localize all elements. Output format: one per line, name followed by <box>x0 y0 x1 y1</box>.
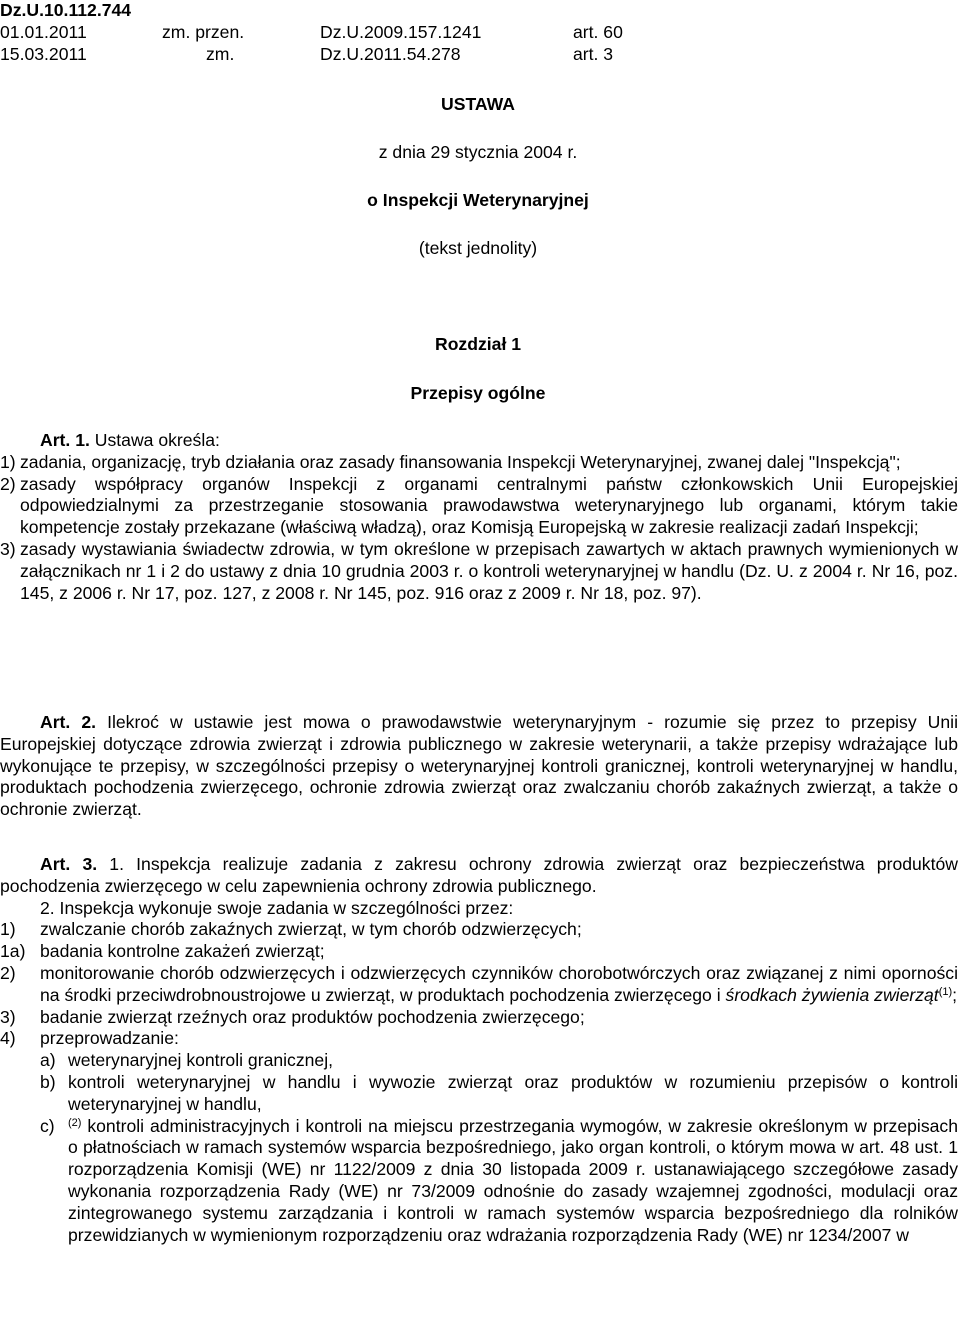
article-1-label: Art. 1. <box>40 430 90 450</box>
article-1 <box>0 430 958 604</box>
article-3-para-1-text: 1. Inspekcja realizuje zadania z zakresu ochrony zdrowia zwierząt oraz bezpieczeństwa produktów pochodzenia zwierzęcego w celu zapewnienia ochrony zdrowia publicznego. <box>0 854 958 896</box>
article-3-para-2: 2. Inspekcja wykonuje swoje zadania w szczególności przez: <box>40 897 514 918</box>
item-number: 3) <box>0 538 16 559</box>
history-row-2-art: art. 3 <box>573 44 614 64</box>
article-3-subitem-b <box>40 1072 958 1116</box>
article-1-intro <box>0 430 958 452</box>
article-1-intro-text: Ustawa określa: <box>89 430 220 450</box>
history-row-2-ref: Dz.U.2011.54.278 <box>320 44 461 64</box>
subitem-text: kontroli weterynaryjnej w handlu i wywozie zwierząt oraz produktów w rozumieniu przepisów o kontroli weterynaryjnej w handlu, <box>68 1071 958 1114</box>
subitem-text: weterynaryjnej kontroli granicznej, <box>68 1050 334 1071</box>
item-text: przeprowadzanie: <box>40 1028 179 1049</box>
subitem-text: kontroli administracyjnych i kontroli na miejscu przestrzegania wymogów, w zakresie określonym w przepisach o płatnościach w ramach systemów wsparcia bezpośredniego, jako organ kontroli, o którym mowa w art. 48 ust. 1 rozporządzenia Komisji (WE) nr 1122/2009 z dnia 30 listopada 2009 r. ustanawiającego szczegółowe zasady wykonania rozporządzenia Rady (WE) nr 73/2009 odnośnie do zasady wzajemnej zgodności, modulacji oraz zintegrowanego systemu zarządzania i kontroli w ramach systemów wsparcia bezpośredniego dla rolników przewidzianych w wymienionym rozporządzeniu oraz wdrażania rozporządzenia Rady (WE) nr 1234/2007 w <box>68 1115 958 1245</box>
subitem-letter: b) <box>40 1071 56 1092</box>
item-number: 1a) <box>0 941 26 962</box>
chapter-number: Rozdział 1 <box>434 334 522 354</box>
article-3-item-1a <box>0 941 958 963</box>
article-2-text: Ilekroć w ustawie jest mowa o prawodawstwie weterynaryjnym - rozumie się przez to przepisy Unii Europejskiej dotyczące zdrowia zwierząt i zdrowia publicznego w zakresie weterynarii, a także przepisy wdrażające lub wykonujące te przepisy, w szczególności przepisy o weterynaryjnej kontroli granicznej, kontroli weterynaryjnej w handlu, produktach pochodzenia zwierzęcego, ochronie zdrowia zwierząt oraz zwalczaniu chorób zakaźnych zwierząt, a także o ochronie zwierząt. <box>0 712 958 820</box>
article-1-item-2 <box>0 474 958 539</box>
history-row-2-date: 15.03.2011 <box>0 44 87 64</box>
item-number: 2) <box>0 962 16 983</box>
item-text-tail: ; <box>952 984 958 1005</box>
article-3-subitem-a <box>40 1050 958 1072</box>
item-text-italic: środkach żywienia zwierząt <box>725 984 939 1005</box>
article-3 <box>0 854 958 1246</box>
item-number: 2) <box>0 473 16 494</box>
history-row-1-ref: Dz.U.2009.157.1241 <box>320 22 482 42</box>
act-subject: o Inspekcji Weterynaryjnej <box>367 190 589 210</box>
item-text: zadania, organizację, tryb działania oraz zasady finansowania Inspekcji Weterynaryjnej, zwanej dalej "Inspekcją"; <box>20 451 901 472</box>
article-2-label: Art. 2. <box>40 712 97 732</box>
footnote-ref: (2) <box>68 1116 82 1129</box>
item-number: 4) <box>0 1028 16 1049</box>
article-3-para-1 <box>0 854 958 898</box>
item-text: zasady współpracy organów Inspekcji z organami centralnymi państw członkowskich Unii Europejskiej odpowiedzialnymi za przestrzeganie stosowania prawodawstwa weterynaryjnego lub organami, którym takie kompetencje zostały przekazane (właściwą władzą), oraz Komisją Europejską w zakresie realizacji zadań Inspekcji; <box>20 473 958 538</box>
history-row-1-action: zm. przen. <box>162 22 245 42</box>
subitem-letter: a) <box>40 1050 56 1071</box>
article-1-item-3 <box>0 539 958 604</box>
article-3-label: Art. 3. <box>40 854 98 874</box>
item-text: badania kontrolne zakażeń zwierząt; <box>40 941 325 962</box>
article-3-item-4 <box>0 1028 958 1050</box>
article-3-item-1 <box>0 919 958 941</box>
item-number: 1) <box>0 451 16 472</box>
history-row-1-art: art. 60 <box>573 22 623 42</box>
article-2 <box>0 712 958 821</box>
article-3-item-2 <box>0 963 958 1007</box>
item-text: badanie zwierząt rzeźnych oraz produktów pochodzenia zwierzęcego; <box>40 1006 585 1027</box>
item-text: zwalczanie chorób zakaźnych zwierząt, w tym chorób odzwierzęcych; <box>40 919 582 940</box>
footnote-ref: (1) <box>938 985 953 998</box>
article-3-item-3 <box>0 1007 958 1029</box>
history-row-2-action: zm. <box>206 44 235 64</box>
item-number: 3) <box>0 1006 16 1027</box>
journal-code: Dz.U.10.112.744 <box>0 0 132 20</box>
item-text: zasady wystawiania świadectw zdrowia, w tym określone w przepisach zawartych w aktach prawnych wymienionych w załącznikach nr 1 i 2 do ustawy z dnia 10 grudnia 2003 r. o kontroli weterynaryjnej w handlu (Dz. U. z 2004 r. Nr 16, poz. 145, z 2006 r. Nr 17, poz. 127, z 2008 r. Nr 145, poz. 916 oraz z 2009 r. Nr 18, poz. 97). <box>20 538 958 603</box>
act-note: (tekst jednolity) <box>418 238 538 258</box>
item-text: monitorowanie chorób odzwierzęcych i odzwierzęcych czynników chorobotwórczych oraz związanej z nimi oporności na środki przeciwdrobnoustrojowe u zwierząt, w produktach pochodzenia zwierzęcego i <box>40 962 958 1005</box>
subitem-letter: c) <box>40 1115 55 1136</box>
article-1-item-1 <box>0 452 958 474</box>
chapter-title: Przepisy ogólne <box>410 383 546 403</box>
item-number: 1) <box>0 919 16 940</box>
act-type-title: USTAWA <box>441 94 515 114</box>
history-row-1-date: 01.01.2011 <box>0 22 87 42</box>
article-3-subitem-c <box>40 1116 958 1247</box>
act-date: z dnia 29 stycznia 2004 r. <box>378 142 578 162</box>
